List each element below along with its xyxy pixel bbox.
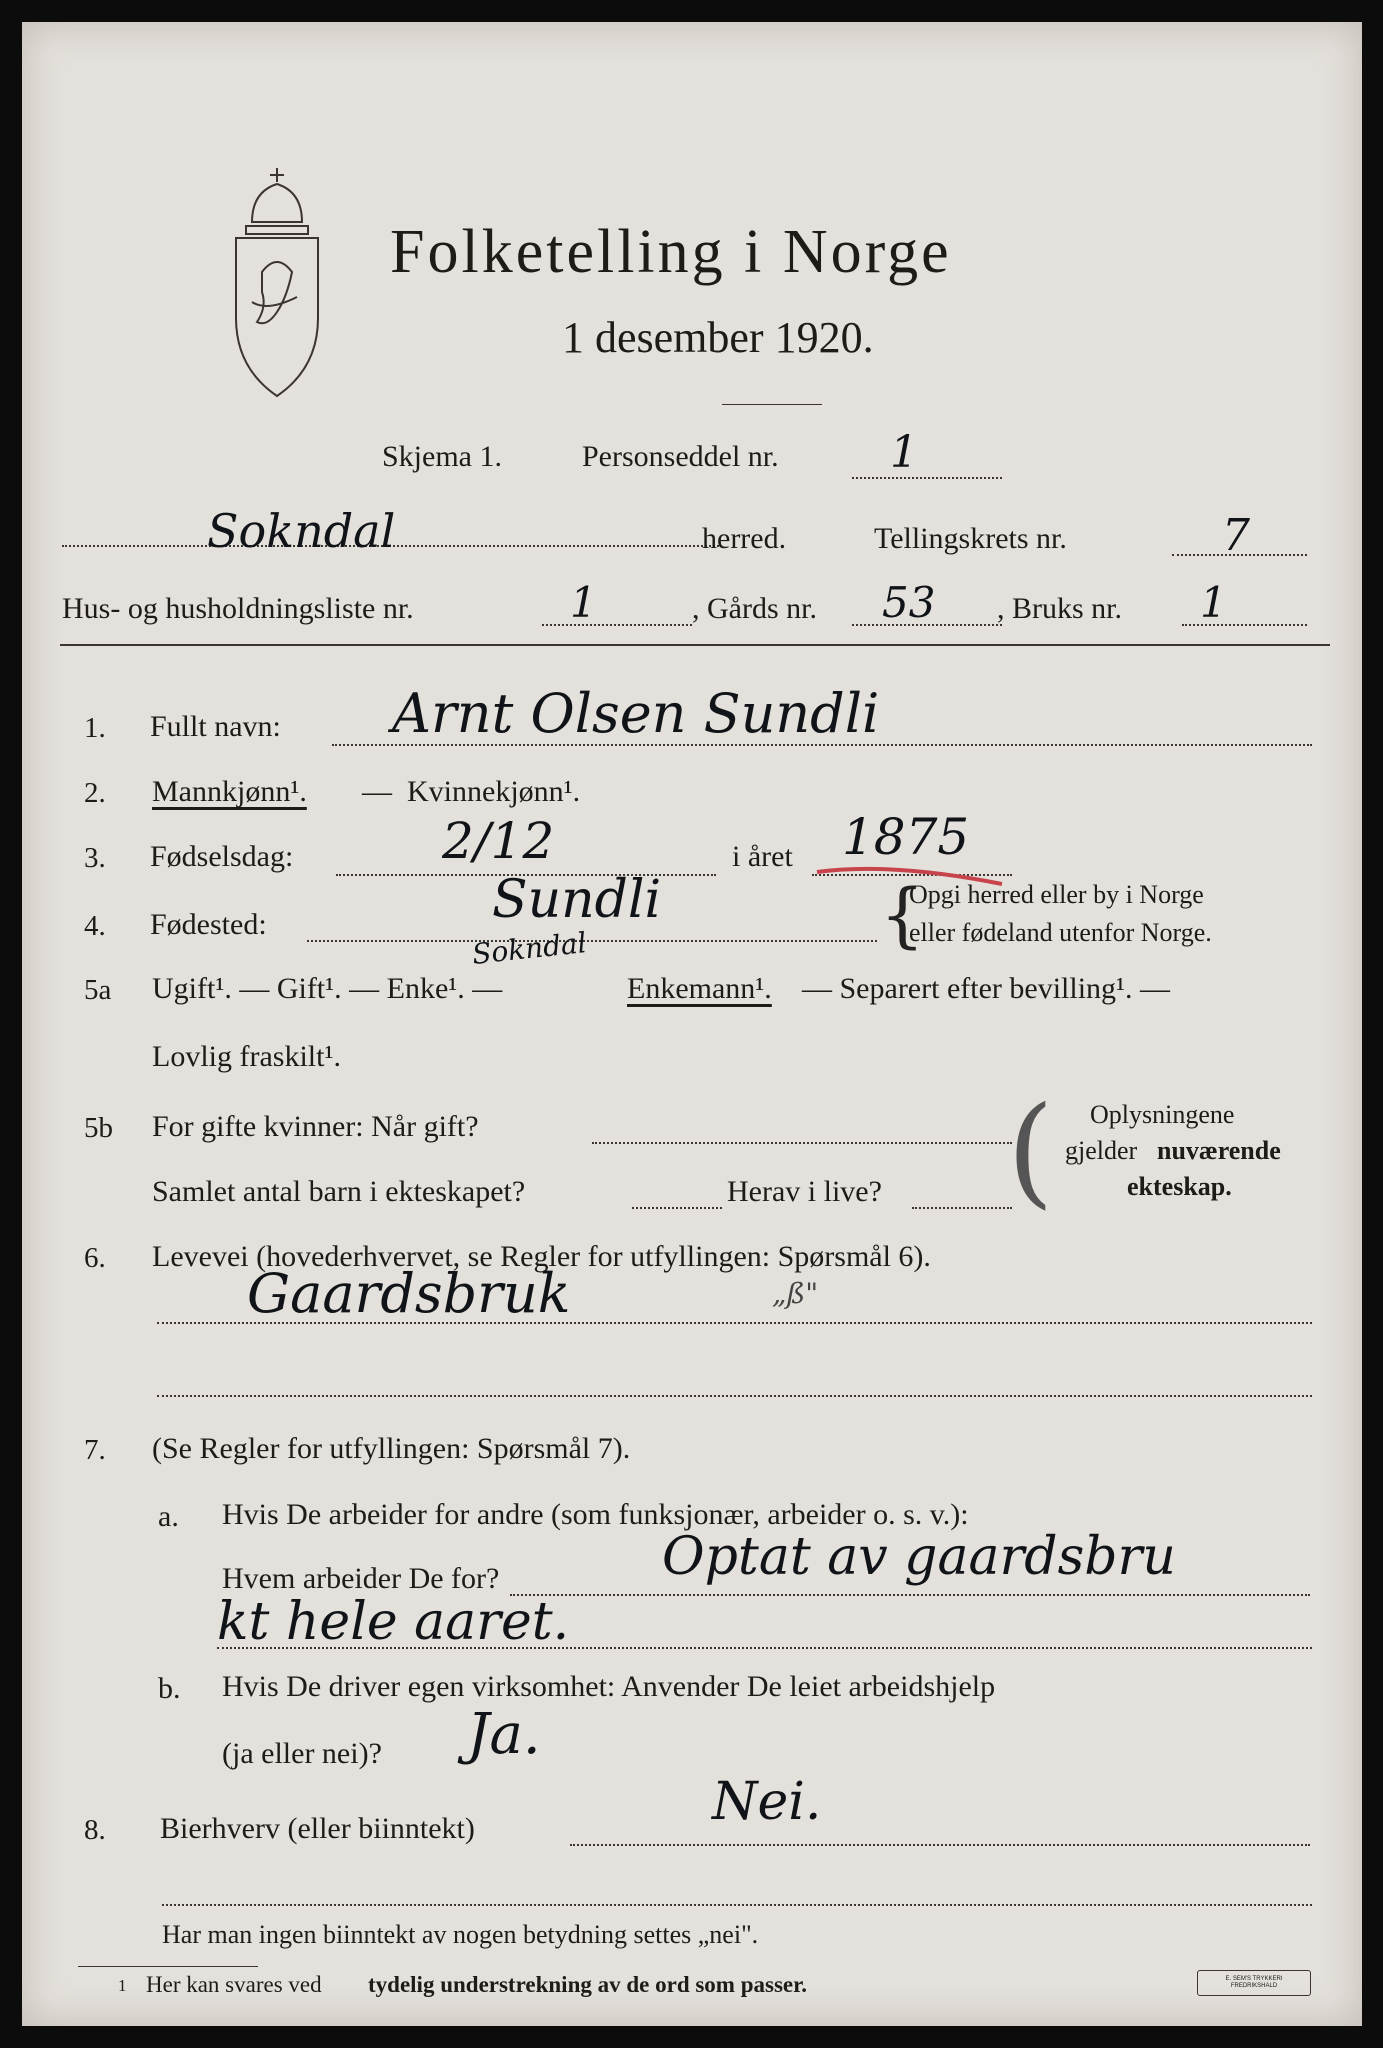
q7-number: 7. [84,1434,106,1466]
gards-value: 53 [882,578,936,627]
header-divider [60,644,1330,646]
personseddel-line [852,477,1002,479]
q7-label: (Se Regler for utfyllingen: Spørsmål 7). [152,1432,631,1465]
side-income-line-2 [162,1904,1312,1906]
personseddel-value: 1 [890,427,918,478]
marriage-note-2b: nuværende [1157,1136,1281,1165]
printer-mark-text: E. SEM'S TRYKKERI FREDRIKSHALD [1225,1976,1283,1989]
year-label: i året [732,840,793,873]
schema-label: Skjema 1. [382,440,502,473]
q1-label: Fullt navn: [150,710,281,743]
footnote-text-bold: tydelig understrekning av de ord som passer. [368,1972,807,1997]
hus-value: 1 [570,578,597,627]
bruks-value: 1 [1200,578,1227,627]
civil-status-widower: Enkemann¹. [627,972,772,1005]
q5a-number: 5a [84,974,112,1006]
side-income-value: Nei. [712,1772,822,1832]
q4-label: Fødested: [150,908,267,941]
employer-value-2: kt hele aaret. [217,1592,570,1652]
q2-number: 2. [84,777,106,809]
birthplace-note-1: Opgi herred eller by i Norge [909,880,1204,909]
census-form [22,22,1362,2026]
sex-separator: — [362,775,392,808]
birthplace-line [307,940,877,942]
birthplace-note-2: eller fødeland utenfor Norge. [909,918,1212,947]
children-total-line [632,1207,722,1209]
birthplace-value: Sundli [492,870,662,930]
employer-value-1: Optat av gaardsbru [662,1527,1176,1587]
q3-number: 3. [84,842,106,874]
printer-mark [1197,1970,1311,1996]
children-total-label: Samlet antal barn i ekteskapet? [152,1175,526,1208]
side-income-label: Bierhverv (eller biinntekt) [160,1812,475,1845]
bruks-label: , Bruks nr. [997,592,1123,625]
married-when-label: For gifte kvinner: Når gift? [152,1110,479,1143]
tellingskrets-label: Tellingskrets nr. [874,522,1067,555]
birthday-value: 2/12 [442,812,555,870]
form-title: Folketelling i Norge [390,218,952,286]
birthplace-note-brace: { [880,874,925,956]
birth-year-value: 1875 [842,808,970,866]
side-income-line [570,1844,1310,1846]
footnote-number: 1 [118,1976,127,1995]
employer-line-1 [510,1594,1310,1596]
census-date: 1 desember 1920. [562,313,874,362]
birthplace-municipality: Sokndal [470,926,589,971]
title-divider [722,404,822,405]
hired-help-value: Ja. [467,1702,541,1767]
marriage-note-3: ekteskap. [1127,1172,1232,1201]
q1-number: 1. [84,712,106,744]
civil-status-options-2: — Separert efter bevilling¹. — [802,972,1171,1005]
hus-line [542,624,692,626]
full-name-value: Arnt Olsen Sundli [392,682,880,745]
sex-male-option: Mannkjønn¹. [152,775,307,808]
q3-label: Fødselsdag: [150,840,294,873]
q4-number: 4. [84,910,106,942]
q7a-label: Hvis De arbeider for andre (som funksjonær, arbeider o. s. v.): [222,1498,969,1531]
q8-number: 8. [84,1814,106,1846]
tellingskrets-value: 7 [1222,510,1250,561]
employer-label: Hvem arbeider De for? [222,1562,500,1595]
coat-of-arms-icon [222,162,332,412]
footnote-text: Her kan svares ved [146,1972,322,1997]
q6-number: 6. [84,1242,106,1274]
occupation-value: Gaardsbruk [247,1262,571,1325]
marriage-note-bracket: ( [1007,1082,1054,1221]
herred-label: herred. [702,522,787,555]
footnote-divider [78,1966,258,1967]
q7a-letter: a. [158,1500,179,1533]
sex-female-option: Kvinnekjønn¹. [407,775,581,808]
q7b-letter: b. [158,1672,181,1705]
occupation-label: Levevei (hovederhvervet, se Regler for utfyllingen: Spørsmål 6). [152,1240,931,1273]
q7b-label: Hvis De driver egen virksomhet: Anvender De leiet arbeidshjelp [222,1670,996,1703]
married-when-line [592,1142,1012,1144]
marriage-note-2a: gjelder [1065,1136,1138,1165]
hus-label: Hus- og husholdningsliste nr. [62,592,414,625]
gards-label: , Gårds nr. [692,592,817,625]
civil-status-options: Ugift¹. — Gift¹. — Enke¹. — [152,972,503,1005]
occupation-line-2 [157,1395,1312,1397]
personseddel-label: Personseddel nr. [582,440,779,473]
marriage-note-1: Oplysningene [1090,1100,1235,1129]
herred-value: Sokndal [207,504,396,558]
children-alive-label: Herav i live? [727,1175,882,1208]
occupation-mark: „ß" [772,1277,819,1310]
civil-status-divorced: Lovlig fraskilt¹. [152,1040,341,1073]
q5b-number: 5b [84,1112,113,1144]
children-alive-line [912,1207,1012,1209]
hired-help-label: (ja eller nei)? [222,1737,382,1770]
side-income-note: Har man ingen biinntekt av nogen betydning settes „nei". [162,1920,759,1949]
